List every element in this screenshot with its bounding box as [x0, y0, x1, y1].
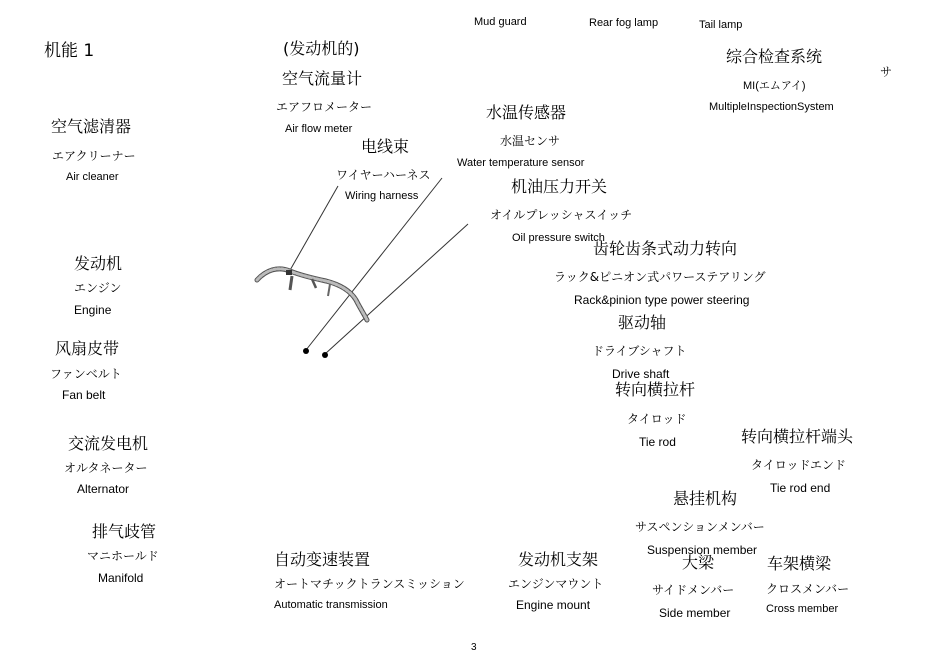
tie-rod-end-en: Tie rod end — [770, 481, 831, 495]
wiring-harness-zh: 电线束 — [361, 137, 410, 156]
alternator-en: Alternator — [77, 482, 130, 496]
rack-pinion-zh: 齿轮齿条式动力转向 — [593, 239, 738, 258]
automatic-transmission-en: Automatic transmission — [274, 599, 388, 611]
suspension-member-en: Suspension member — [647, 543, 758, 557]
fan-belt-zh: 风扇皮带 — [55, 339, 120, 358]
air-cleaner-zh: 空气滤清器 — [51, 117, 132, 136]
air-cleaner-en: Air cleaner — [66, 171, 119, 183]
label-rear-fog-lamp: Rear fog lamp — [589, 17, 659, 29]
leader-dot-1 — [303, 348, 309, 354]
side-member-en: Side member — [659, 606, 731, 620]
air-flow-meter-zh: 空气流量计 — [282, 69, 363, 88]
harness-illustration — [257, 269, 367, 320]
water-temp-sensor-zh: 水温传感器 — [486, 103, 567, 122]
oil-pressure-switch-jp: オイルプレッシャスイッチ — [490, 208, 633, 222]
rack-pinion-jp: ラック&ピニオン式パワーステアリング — [554, 270, 766, 284]
drive-shaft-en: Drive shaft — [612, 367, 670, 381]
side-member-jp: サイドメンバー — [652, 583, 735, 597]
oil-pressure-switch-zh: 机油压力开关 — [511, 177, 608, 196]
leader-dot-2 — [322, 352, 328, 358]
oil-pressure-switch-en: Oil pressure switch — [512, 232, 605, 244]
automatic-transmission-zh: 自动变速装置 — [274, 550, 371, 569]
air-flow-meter-en: Air flow meter — [285, 123, 353, 135]
mi-system-jp: MI(エムアイ) — [743, 80, 806, 92]
tie-rod-end-jp: タイロッドエンド — [751, 458, 847, 472]
water-temp-sensor-en: Water temperature sensor — [457, 157, 585, 169]
fan-belt-jp: ファンベルト — [50, 367, 122, 381]
page-title: 机能 1 — [44, 41, 95, 61]
alternator-jp: オルタネーター — [64, 461, 148, 475]
manifold-en: Manifold — [98, 571, 144, 585]
engine-mount-en: Engine mount — [516, 598, 591, 612]
mi-system-zh: 综合检查系统 — [726, 47, 823, 66]
engine-group-heading: (发动机的) — [283, 39, 360, 58]
suspension-member-zh: 悬挂机构 — [673, 489, 738, 508]
rack-pinion-en: Rack&pinion type power steering — [574, 293, 750, 307]
cross-member-jp: クロスメンバー — [766, 582, 850, 596]
tie-rod-jp: タイロッド — [627, 412, 687, 426]
label-tail-lamp: Tail lamp — [699, 19, 743, 31]
manifold-jp: マニホールド — [87, 549, 159, 563]
wiring-harness-jp: ワイヤーハーネス — [336, 168, 431, 182]
tie-rod-zh: 转向横拉杆 — [615, 380, 696, 399]
tie-rod-end-zh: 转向横拉杆端头 — [741, 427, 854, 446]
air-cleaner-jp: エアクリーナー — [52, 149, 136, 163]
label-mud-guard: Mud guard — [474, 16, 527, 28]
alternator-zh: 交流发电机 — [68, 434, 149, 453]
drive-shaft-jp: ドライブシャフト — [592, 344, 687, 358]
suspension-member-jp: サスペンションメンバー — [635, 520, 765, 534]
engine-zh: 发动机 — [74, 254, 123, 273]
cross-member-en: Cross member — [766, 603, 839, 615]
manifold-zh: 排气歧管 — [92, 522, 157, 541]
air-flow-meter-jp: エアフロメーター — [276, 100, 373, 114]
drive-shaft-zh: 驱动轴 — [618, 313, 667, 332]
stray-katakana: サ — [880, 65, 893, 79]
leader-line-water-temp-sensor — [306, 178, 442, 350]
wiring-harness-en: Wiring harness — [345, 190, 419, 202]
fan-belt-en: Fan belt — [62, 388, 106, 402]
mi-system-en: MultipleInspectionSystem — [709, 101, 834, 113]
engine-mount-zh: 发动机支架 — [518, 550, 599, 569]
engine-en: Engine — [74, 303, 112, 317]
side-member-zh: 大梁 — [682, 553, 715, 572]
cross-member-zh: 车架横梁 — [767, 554, 832, 573]
page-number: 3 — [471, 642, 477, 653]
tie-rod-en: Tie rod — [639, 435, 676, 449]
water-temp-sensor-jp: 水温センサ — [500, 134, 561, 148]
engine-mount-jp: エンジンマウント — [508, 577, 604, 591]
engine-jp: エンジン — [74, 281, 122, 295]
leader-line-air-flow-meter — [289, 186, 338, 272]
automatic-transmission-jp: オートマチックトランスミッション — [274, 577, 465, 591]
